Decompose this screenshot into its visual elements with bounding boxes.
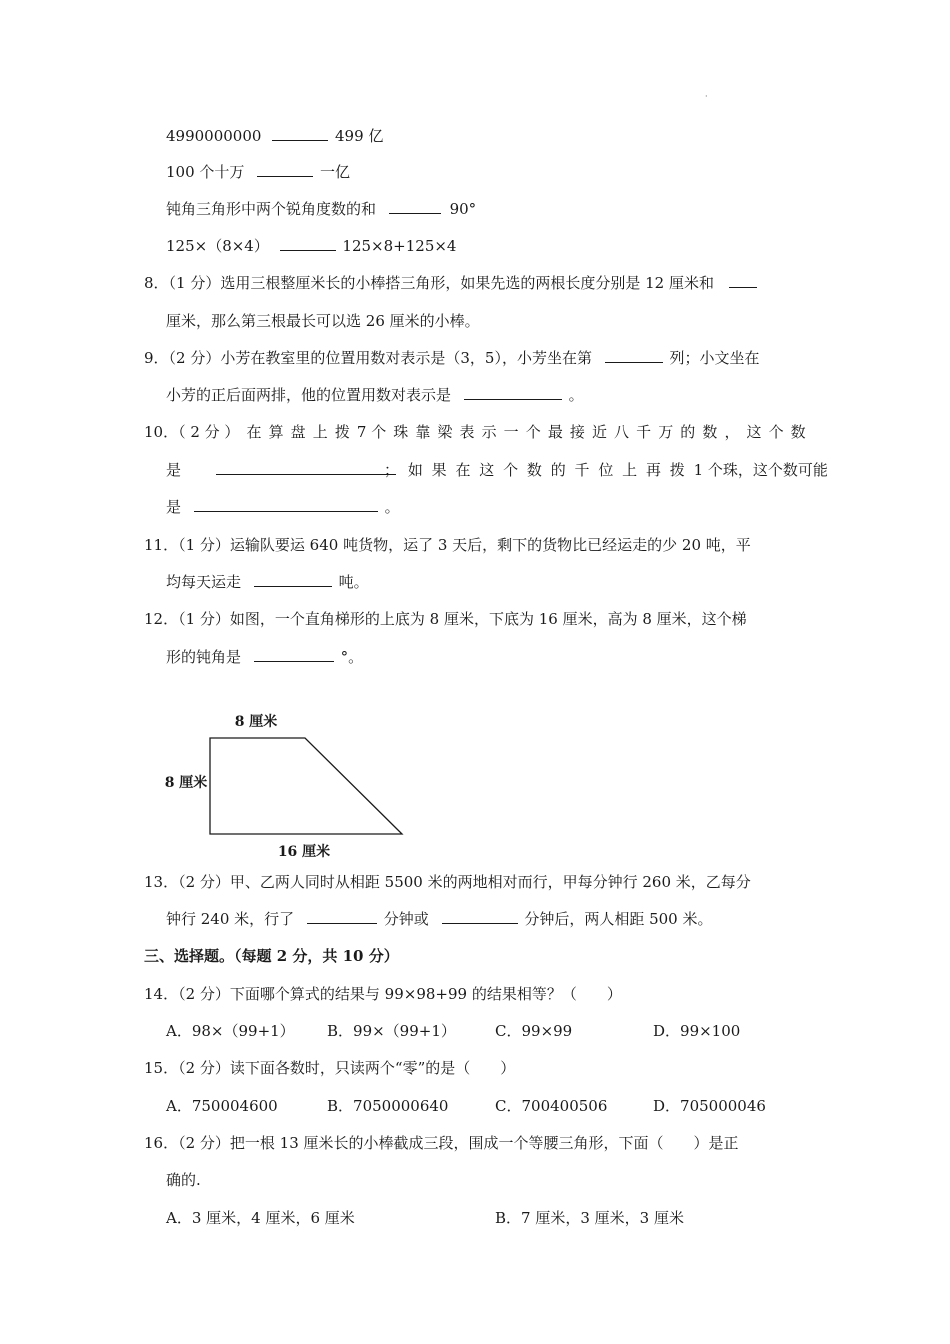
answer-blank[interactable]: [307, 909, 377, 924]
answer-blank[interactable]: [280, 236, 336, 251]
line1_chars-seg: 靠: [415, 423, 431, 441]
line2_b_chars-seg: 再: [645, 461, 661, 479]
line2_b_chars-seg: 千: [574, 461, 590, 479]
line1_chars-seg: 上: [312, 423, 328, 441]
q15-option-a[interactable]: A．750004600: [166, 1097, 278, 1115]
q10-line-2-rest: [384, 460, 828, 480]
line1_chars-seg: 接: [569, 423, 585, 441]
q10-line-2-start: 是: [166, 460, 396, 480]
answer-blank[interactable]: [257, 162, 313, 177]
answer-blank[interactable]: [194, 497, 378, 512]
line1_chars-seg: 算: [268, 423, 284, 441]
line2_b_chars-seg: ；: [384, 461, 400, 479]
line1_chars-seg: 数: [702, 423, 718, 441]
line1_chars-seg: 八: [614, 423, 630, 441]
compare-row-3: [166, 199, 476, 219]
q10-line-1: [144, 422, 806, 442]
q13-line-2: 钟行 240 米，行了 分钟或 分钟后，两人相距 500 米。: [166, 910, 713, 928]
line1_chars-seg: 10．（ 2 分 ）: [144, 423, 240, 441]
q13-line-1: 13．（2 分）甲、乙两人同时从相距 5500 米的两地相对而行，甲每分钟行 260 米，乙每分: [144, 873, 751, 891]
line1_chars-seg: 近: [591, 423, 607, 441]
line1_chars-seg: ，: [724, 423, 740, 441]
line1_chars-seg: 万: [658, 423, 674, 441]
line2_b_chars-seg: 1 个珠，这个数可能: [693, 461, 828, 479]
q14-option-a[interactable]: A．98×（99+1）: [166, 1022, 295, 1040]
section-title: 三、选择题。（每题 2 分，共 10 分）: [144, 947, 399, 965]
line2_b_chars-seg: 上: [622, 461, 638, 479]
line2_b_chars-seg: 拨: [669, 461, 685, 479]
q15-stem: 15．（2 分）读下面各数时，只读两个“零”的是（ ）: [144, 1059, 516, 1077]
label-top-base: 8 厘米: [234, 714, 278, 730]
compare-row-1: [166, 126, 383, 146]
compare-row-1-left: 4990000000: [166, 127, 262, 145]
q14-option-b[interactable]: B．99×（99+1）: [327, 1022, 456, 1040]
line1_chars-seg: 梁: [437, 423, 453, 441]
q11-line-1: 11．（1 分）运输队要运 640 吨货物，运了 3 天后，剩下的货物比已经运走的少 20 吨，平: [144, 536, 751, 554]
line2_b_chars-seg: 这: [479, 461, 495, 479]
q11-line-2: 均每天运走 吨。: [166, 573, 369, 591]
answer-blank[interactable]: [464, 385, 562, 400]
compare-row-4: [166, 236, 456, 256]
q15-option-d[interactable]: D．705000046: [653, 1097, 766, 1115]
label-bottom-base: 16 厘米: [277, 844, 331, 860]
answer-blank[interactable]: [216, 460, 396, 475]
answer-blank[interactable]: [389, 199, 441, 214]
q16-option-a[interactable]: A．3 厘米，4 厘米，6 厘米: [166, 1209, 355, 1227]
line1_chars-seg: 7 个: [356, 423, 387, 441]
line2_b_chars-seg: 在: [455, 461, 471, 479]
compare-row-3-right: 90°: [449, 200, 477, 218]
page-mark: ·: [705, 92, 708, 101]
q14-stem: 14．（2 分）下面哪个算式的结果与 99×98+99 的结果相等？（ ）: [144, 985, 622, 1003]
line1_chars-seg: 表: [459, 423, 475, 441]
q8-line-1: 8．（1 分）选用三根整厘米长的小棒搭三角形，如果先选的两根长度分别是 12 厘米和: [144, 273, 757, 293]
q12-line-2: 形的钝角是 °。: [166, 648, 364, 666]
answer-blank[interactable]: [605, 348, 663, 363]
line1_chars-seg: 一: [503, 423, 519, 441]
right-trapezoid: [210, 738, 402, 834]
compare-row-2-right: 一亿: [319, 163, 350, 181]
q12-line-1: 12．（1 分）如图，一个直角梯形的上底为 8 厘米，下底为 16 厘米，高为 8 厘米，这个梯: [144, 610, 747, 628]
answer-blank[interactable]: [254, 647, 334, 662]
line2_b_chars-seg: 如: [407, 461, 423, 479]
q9-line-2: 小芳的正后面两排，他的位置用数对表示是 。: [166, 386, 584, 404]
line1_chars-seg: 这: [746, 423, 762, 441]
answer-blank[interactable]: [254, 572, 332, 587]
line2_b_chars-seg: 数: [526, 461, 542, 479]
line1_chars-seg: 珠: [393, 423, 409, 441]
line1_chars-seg: 个: [768, 423, 784, 441]
answer-blank[interactable]: [272, 126, 328, 141]
line1_chars-seg: 示: [481, 423, 497, 441]
q14-option-d[interactable]: D．99×100: [653, 1022, 741, 1040]
line1_chars-seg: 盘: [290, 423, 306, 441]
q15-option-c[interactable]: C．700400506: [495, 1097, 608, 1115]
trapezoid-figure: [150, 700, 430, 870]
line2_b_chars-seg: 个: [503, 461, 519, 479]
q15-option-b[interactable]: B．7050000640: [327, 1097, 449, 1115]
line2_b_chars-seg: 果: [431, 461, 447, 479]
line2_b_chars-seg: 位: [598, 461, 614, 479]
compare-row-4-right: 125×8+125×4: [342, 237, 457, 255]
line1_chars-seg: 千: [636, 423, 652, 441]
line1_chars-seg: 个: [525, 423, 541, 441]
q8-line-2: 厘米，那么第三根最长可以选 26 厘米的小棒。: [166, 312, 480, 330]
compare-row-3-left: 钝角三角形中两个锐角度数的和: [166, 200, 377, 218]
q10-line-3: 是 。: [166, 498, 400, 516]
line1_chars-seg: 数: [790, 423, 806, 441]
answer-blank[interactable]: [442, 909, 518, 924]
label-height: 8 厘米: [164, 775, 208, 791]
line2_b_chars-seg: 的: [550, 461, 566, 479]
line1_chars-seg: 在: [246, 423, 262, 441]
q9-line-1: 9．（2 分）小芳在教室里的位置用数对表示是（3，5），小芳坐在第 列；小文坐在: [144, 349, 760, 367]
q16-option-b[interactable]: B．7 厘米，3 厘米，3 厘米: [495, 1209, 684, 1227]
line1_chars-seg: 拨: [334, 423, 350, 441]
compare-row-2: [166, 162, 350, 182]
compare-row-2-left: 100 个十万: [166, 163, 245, 181]
answer-blank[interactable]: [729, 273, 757, 288]
q14-option-c[interactable]: C．99×99: [495, 1022, 573, 1040]
q16-line-2: 确的.: [166, 1171, 201, 1189]
compare-row-4-left: 125×（8×4）: [166, 237, 269, 255]
line1_chars-seg: 的: [680, 423, 696, 441]
compare-row-1-right: 499 亿: [335, 127, 384, 145]
line1_chars-seg: 最: [547, 423, 563, 441]
q16-line-1: 16．（2 分）把一根 13 厘米长的小棒截成三段，围成一个等腰三角形，下面（ ）是正: [144, 1134, 739, 1152]
